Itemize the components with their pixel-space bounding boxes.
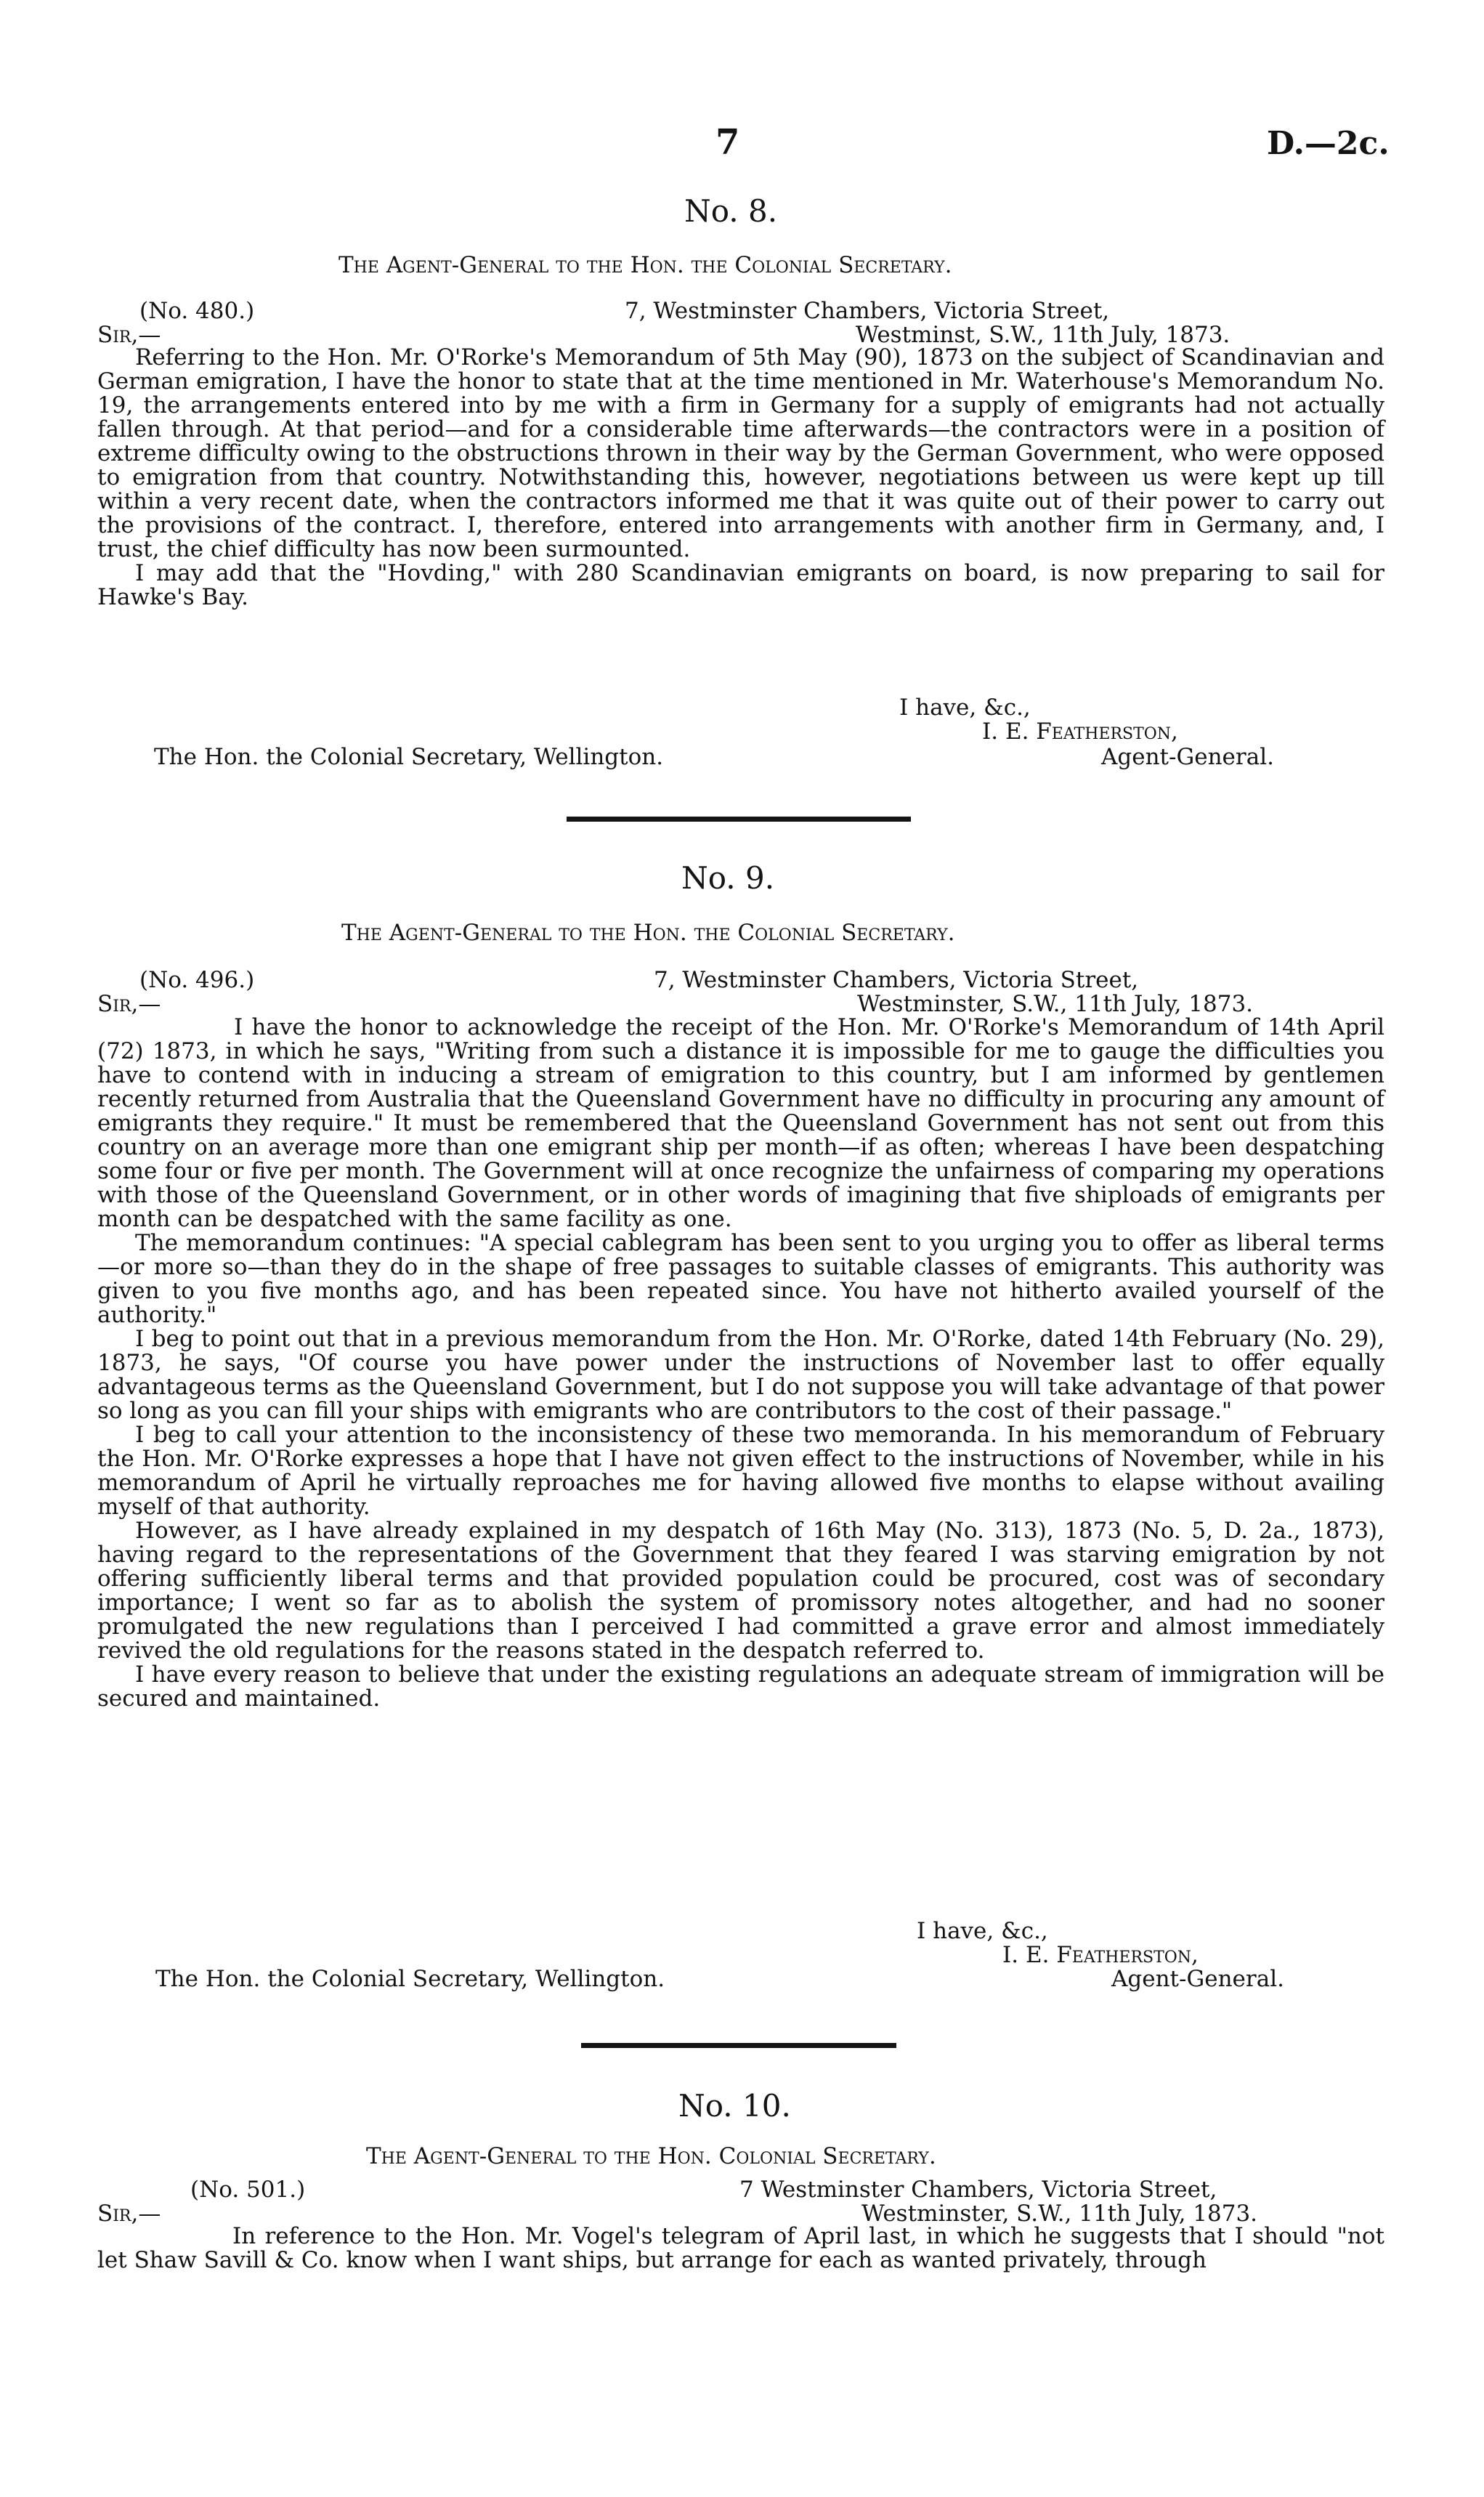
letter-10-number: No. 10. xyxy=(678,2088,791,2124)
letter-10-address-line1: 7 Westminster Chambers, Victoria Street, xyxy=(739,2177,1217,2203)
paragraph: Referring to the Hon. Mr. O'Rorke's Memorandum of 5th May (90), 1873 on the subject of Scandinavian and German emigration, I have the honor to state that at the time mentioned in Mr. Waterhouse's Memorandum No. 19, the arrangements entered into by me with a firm in Germany for a supply of emigrants had not actually fallen through. At that period—and for a considerable time afterwards—the contractors were in a position of extreme difficulty owing to the obstructions thrown in their way by the German Government, who were opposed to emigration from that country. Notwithstanding this, however, negotiations between us were kept up till within a very recent date, when the contractors informed me that it was quite out of their power to carry out the provisions of the contract. I, therefore, entered into arrangements with another firm in Germany, and, I trust, the chief difficulty has now been surmounted. xyxy=(97,344,1384,562)
letter-8-title: Agent-General. xyxy=(1101,744,1274,770)
paragraph: I beg to call your attention to the inconsistency of these two memoranda. In his memorandum of February the Hon. Mr. O'Rorke expresses a hope that I have not given effect to the instructions of November, while in his memorandum of April he virtually reproaches me for having allowed five months to elapse without availing myself of that authority. xyxy=(97,1422,1384,1520)
letter-9-number: No. 9. xyxy=(681,860,775,896)
page-number: 7 xyxy=(715,122,740,163)
letter-10-heading: The Agent-General to the Hon. Colonial Secretary. xyxy=(366,2143,936,2169)
letter-8-address-line1: 7, Westminster Chambers, Victoria Street, xyxy=(625,298,1110,324)
paragraph: I have the honor to acknowledge the receipt of the Hon. Mr. O'Rorke's Memorandum of 14th April (72) 1873, in which he says, "Writing from such a distance it is impossible for me to gauge the difficulties you have to contend with in inducing a stream of emigration to this country, but I am informed by gentlemen recently returned from Australia that the Queensland Government have no difficulty in procuring any amount of emigrants they require." It must be remembered that the Queensland Government has not sent out from this country on an average more than one emigrant ship per month—if as often; whereas I have been despatching some four or five per month. The Government will at once recognize the unfairness of comparing my operations with those of the Queensland Government, or in other words of imagining that five shiploads of emigrants per month can be despatched with the same facility as one. xyxy=(97,1014,1384,1232)
letter-8-signature: I. E. Featherston, xyxy=(982,719,1178,745)
section-divider xyxy=(567,817,911,822)
letter-9-closing: I have, &c., xyxy=(917,1918,1048,1944)
letter-10-ref: (No. 501.) xyxy=(190,2177,306,2203)
letter-10-body xyxy=(97,2225,1384,2273)
letter-9-heading: The Agent-General to the Hon. the Colonial Secretary. xyxy=(341,920,955,946)
letter-8-ref: (No. 480.) xyxy=(139,298,255,324)
letter-8-number: No. 8. xyxy=(684,193,778,229)
paragraph: I have every reason to believe that under the existing regulations an adequate stream of immigration will be secured and maintained. xyxy=(97,1662,1384,1712)
paragraph: In reference to the Hon. Mr. Vogel's telegram of April last, in which he suggests that I should "not let Shaw Savill & Co. know when I want ships, but arrange for each as wanted privately, through xyxy=(97,2223,1384,2273)
document-code: D.—2c. xyxy=(1267,125,1390,162)
letter-8-salutation: Sir,— xyxy=(97,322,161,348)
letter-9-addressee: The Hon. the Colonial Secretary, Wellington. xyxy=(155,1966,665,1992)
letter-10-salutation: Sir,— xyxy=(97,2201,161,2227)
paragraph: I beg to point out that in a previous memorandum from the Hon. Mr. O'Rorke, dated 14th February (No. 29), 1873, he says, "Of course you have power under the instructions of November last to offer equally advantageous terms as the Queensland Government, but I do not suppose you will take advantage of that power so long as you can fill your ships with emigrants who are contributors to the cost of their passage." xyxy=(97,1326,1384,1424)
letter-8-heading: The Agent-General to the Hon. the Colonial Secretary. xyxy=(338,252,952,278)
letter-9-body xyxy=(97,1016,1384,1711)
section-divider xyxy=(581,2043,896,2048)
letter-9-address-line1: 7, Westminster Chambers, Victoria Street, xyxy=(654,967,1139,993)
letter-9-ref: (No. 496.) xyxy=(139,967,255,993)
letter-8-body xyxy=(97,346,1384,610)
letter-10-address-line2: Westminster, S.W., 11th July, 1873. xyxy=(861,2201,1258,2227)
letter-8-addressee: The Hon. the Colonial Secretary, Wellington. xyxy=(154,744,664,770)
letter-9-title: Agent-General. xyxy=(1111,1966,1284,1992)
letter-8-address-line2: Westminst, S.W., 11th July, 1873. xyxy=(856,322,1230,348)
paragraph: However, as I have already explained in my despatch of 16th May (No. 313), 1873 (No. 5, D. 2a., 1873), having regard to the representations of the Government that they feared I was starving emigration by not offering sufficiently liberal terms and that provided population could be procured, cost was of secondary importance; I went so far as to abolish the system of promissory notes altogether, and had no sooner promulgated the new regulations than I perceived I had committed a grave error and almost immediately revived the old regulations for the reasons stated in the despatch referred to. xyxy=(97,1518,1384,1664)
letter-9-signature: I. E. Featherston, xyxy=(1002,1942,1199,1968)
letter-9-salutation: Sir,— xyxy=(97,991,161,1017)
paragraph: The memorandum continues: "A special cablegram has been sent to you urging you to offer as liberal terms—or more so—than they do in the shape of free passages to suitable classes of emigrants. This authority was given to you five months ago, and has been repeated since. You have not hitherto availed yourself of the authority." xyxy=(97,1230,1384,1328)
letter-9-address-line2: Westminster, S.W., 11th July, 1873. xyxy=(857,991,1254,1017)
paragraph: I may add that the "Hovding," with 280 Scandinavian emigrants on board, is now preparing to sail for Hawke's Bay. xyxy=(97,560,1384,610)
letter-8-closing: I have, &c., xyxy=(899,695,1031,721)
